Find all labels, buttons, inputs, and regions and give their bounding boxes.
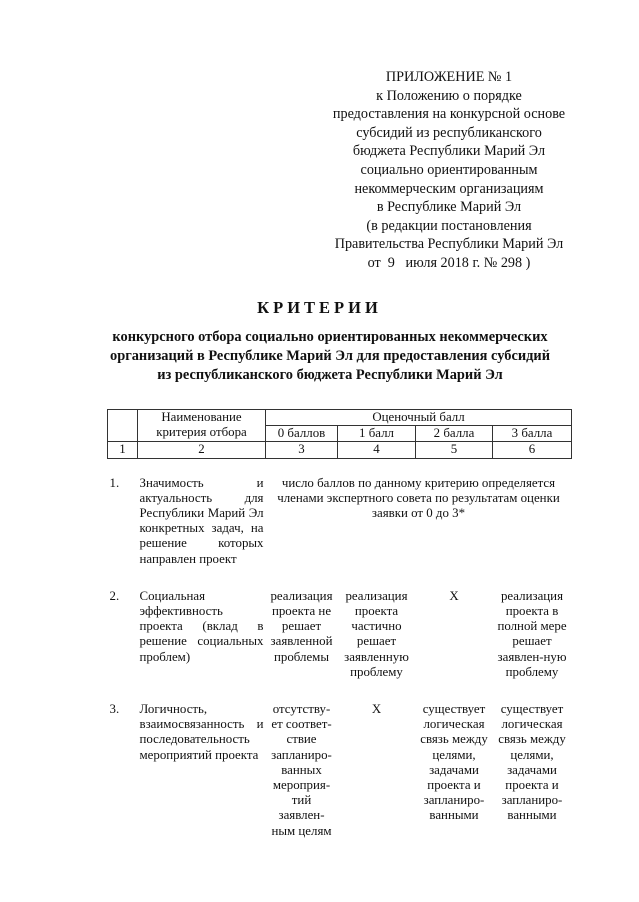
header-score-3: 3 балла xyxy=(493,426,572,442)
appendix-line: от 9 июля 2018 г. № 298 ) xyxy=(367,254,531,271)
table-row xyxy=(108,589,572,680)
score-cell-2: X xyxy=(449,588,459,603)
criterion-name: Социальная эффективность проекта (вклад в решение социальных проблем) xyxy=(139,588,264,664)
appendix-line: в Республике Марий Эл xyxy=(376,199,522,216)
subtitle-line: из республиканского бюджета Республики Марий Эл xyxy=(157,367,503,383)
subtitle-line: организаций в Республике Марий Эл для предоставления субсидий xyxy=(110,348,550,364)
row-number: 3. xyxy=(109,702,120,717)
appendix-line: предоставления на конкурсной основе xyxy=(332,106,566,123)
criterion-name: Логичность, взаимосвязанность и последовательность мероприятий проекта xyxy=(139,702,264,762)
criterion-name: Значимость и актуальность для Республики Марий Эл конкретных задач, на решение которых направлен проект xyxy=(139,475,264,566)
column-number: 4 xyxy=(338,442,416,458)
table-row xyxy=(108,702,572,839)
header-score: Оценочный балл xyxy=(266,410,572,426)
column-number: 3 xyxy=(266,442,338,458)
header-criterion-name: Наименование критерия отбора xyxy=(138,410,266,442)
score-cell-3: реализация проекта в полной мере решает заявлен-ную проблему xyxy=(497,588,567,679)
column-number: 2 xyxy=(138,442,266,458)
appendix-line: субсидий из республиканского xyxy=(356,124,542,141)
criteria-table xyxy=(107,409,572,839)
score-cell-1: реализация проекта частично решает заявленную проблему xyxy=(344,588,409,679)
appendix-line: (в редакции постановления xyxy=(366,217,532,234)
document-subtitle xyxy=(100,328,560,385)
score-cell-0: отсутству-ет соответ-ствие запланиро-ванных мероприя-тий заявлен-ным целям xyxy=(271,702,332,838)
column-number: 5 xyxy=(416,442,493,458)
document-title: КРИТЕРИИ xyxy=(257,298,382,317)
appendix-line: бюджета Республики Марий Эл xyxy=(352,143,546,160)
table-row xyxy=(108,476,572,567)
appendix-line: Правительства Республики Марий Эл xyxy=(334,236,564,253)
appendix-line: ПРИЛОЖЕНИЕ № 1 xyxy=(385,69,513,85)
subtitle-line: конкурсного отбора социально ориентированных некоммерческих xyxy=(112,329,548,345)
appendix-block xyxy=(318,68,580,273)
score-cell-3: существует логическая связь между целями, задачами проекта и запланиро-ванными xyxy=(498,702,566,823)
header-score-0: 0 баллов xyxy=(266,426,338,442)
score-cell-2: существует логическая связь между целями, задачами проекта и запланиро-ванными xyxy=(420,702,488,823)
appendix-line: некоммерческим организациям xyxy=(354,180,544,197)
appendix-line: к Положению о порядке xyxy=(376,87,522,104)
score-cell-0: реализация проекта не решает заявленной проблемы xyxy=(270,588,333,664)
score-cell-1: X xyxy=(371,702,382,717)
header-number-cell xyxy=(108,410,138,442)
header-score-2: 2 балла xyxy=(416,426,493,442)
column-number: 6 xyxy=(493,442,572,458)
header-score-1: 1 балл xyxy=(338,426,416,442)
column-number: 1 xyxy=(108,442,138,458)
criterion-merged-score: число баллов по данному критерию определяется членами экспертного совета по результатам оценки заявки от 0 до 3* xyxy=(277,475,560,521)
row-number: 2. xyxy=(109,588,120,603)
row-number: 1. xyxy=(109,475,120,490)
appendix-line: социально ориентированным xyxy=(360,161,538,178)
